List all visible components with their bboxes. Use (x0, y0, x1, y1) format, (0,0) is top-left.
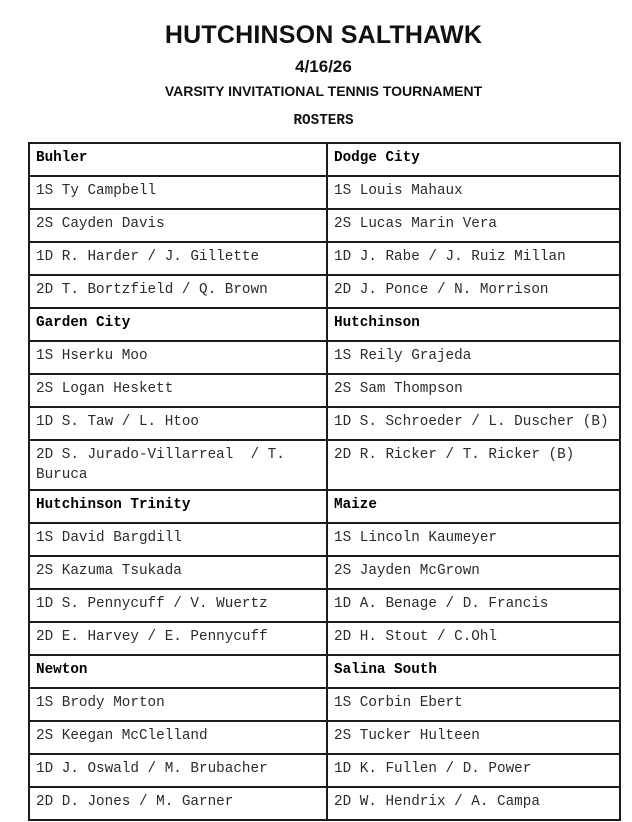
player-cell: 1S Ty Campbell (29, 176, 327, 209)
player-row (29, 754, 620, 787)
player-cell: 1D K. Fullen / D. Power (327, 754, 620, 787)
player-cell: 1S Corbin Ebert (327, 688, 620, 721)
player-cell: 1S Reily Grajeda (327, 341, 620, 374)
team-name-cell: Newton (29, 655, 327, 688)
player-row (29, 209, 620, 242)
player-cell: 2D J. Ponce / N. Morrison (327, 275, 620, 308)
team-header-row (29, 308, 620, 341)
player-cell: 2D R. Ricker / T. Ricker (B) (327, 440, 620, 490)
player-row (29, 275, 620, 308)
team-name-cell: Garden City (29, 308, 327, 341)
player-cell: 1S Lincoln Kaumeyer (327, 523, 620, 556)
player-cell: 1D A. Benage / D. Francis (327, 589, 620, 622)
player-cell: 2S Logan Heskett (29, 374, 327, 407)
player-row (29, 622, 620, 655)
team-header-row (29, 143, 620, 176)
player-cell: 1D J. Rabe / J. Ruiz Millan (327, 242, 620, 275)
player-cell: 2D H. Stout / C.Ohl (327, 622, 620, 655)
player-cell: 1D R. Harder / J. Gillette (29, 242, 327, 275)
roster-table (28, 142, 621, 821)
player-cell: 1D S. Schroeder / L. Duscher (B) (327, 407, 620, 440)
player-cell: 1D S. Taw / L. Htoo (29, 407, 327, 440)
player-row (29, 589, 620, 622)
player-cell: 2S Cayden Davis (29, 209, 327, 242)
player-row (29, 242, 620, 275)
player-row (29, 407, 620, 440)
team-name-cell: Hutchinson Trinity (29, 490, 327, 523)
player-cell: 1D S. Pennycuff / V. Wuertz (29, 589, 327, 622)
rosters-heading: ROSTERS (293, 113, 354, 130)
player-cell: 2D D. Jones / M. Garner (29, 787, 327, 820)
player-row (29, 787, 620, 820)
player-cell: 2D W. Hendrix / A. Campa (327, 787, 620, 820)
player-row (29, 721, 620, 754)
player-row (29, 688, 620, 721)
team-header-row (29, 655, 620, 688)
player-cell: 1S Hserku Moo (29, 341, 327, 374)
event-subtitle: VARSITY INVITATIONAL TENNIS TOURNAMENT (164, 82, 483, 99)
team-name-cell: Maize (327, 490, 620, 523)
player-cell: 2S Sam Thompson (327, 374, 620, 407)
team-name-cell: Buhler (29, 143, 327, 176)
player-cell: 2D T. Bortzfield / Q. Brown (29, 275, 327, 308)
player-cell: 2S Lucas Marin Vera (327, 209, 620, 242)
team-name-cell: Hutchinson (327, 308, 620, 341)
player-row (29, 176, 620, 209)
player-row (29, 523, 620, 556)
team-name-cell: Dodge City (327, 143, 620, 176)
team-header-row (29, 490, 620, 523)
player-row (29, 341, 620, 374)
document-content (28, 20, 619, 821)
player-cell: 2S Keegan McClelland (29, 721, 327, 754)
player-row (29, 374, 620, 407)
player-cell: 1S Brody Morton (29, 688, 327, 721)
team-name-cell: Salina South (327, 655, 620, 688)
player-cell: 1S David Bargdill (29, 523, 327, 556)
player-cell: 1D J. Oswald / M. Brubacher (29, 754, 327, 787)
event-date: 4/16/26 (295, 57, 352, 77)
page-title: HUTCHINSON SALTHAWK (164, 21, 483, 49)
player-cell: 2D S. Jurado-Villarreal / T. Buruca (29, 440, 327, 490)
player-cell: 2S Kazuma Tsukada (29, 556, 327, 589)
player-row (29, 556, 620, 589)
player-cell: 2S Tucker Hulteen (327, 721, 620, 754)
player-row (29, 440, 620, 490)
player-cell: 2D E. Harvey / E. Pennycuff (29, 622, 327, 655)
player-cell: 2S Jayden McGrown (327, 556, 620, 589)
player-cell: 1S Louis Mahaux (327, 176, 620, 209)
